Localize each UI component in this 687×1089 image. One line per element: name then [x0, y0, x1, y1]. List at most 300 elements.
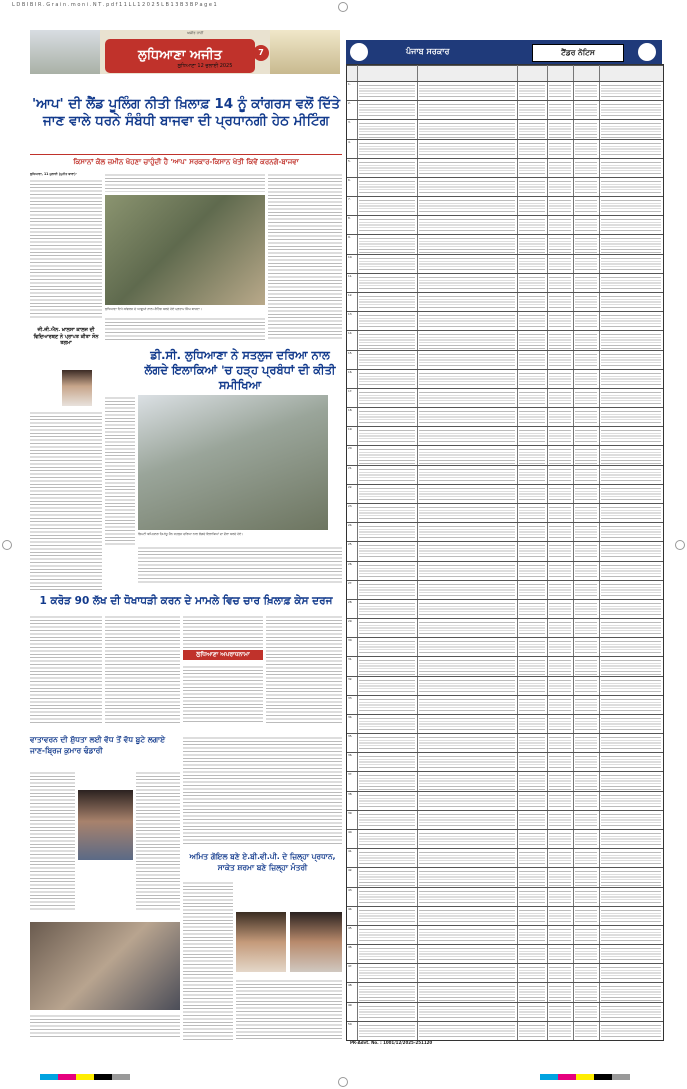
tender-cell [519, 217, 545, 233]
tender-row [347, 330, 663, 350]
tender-row-number: 24. [348, 524, 353, 528]
tender-cell [601, 563, 661, 579]
tender-cell [419, 908, 515, 924]
tender-cell [419, 332, 515, 348]
tender-cell [419, 831, 515, 847]
tender-cell [549, 409, 571, 425]
story3-body-col2 [105, 614, 180, 724]
tender-cell [519, 601, 545, 617]
tender-cell [419, 735, 515, 751]
tender-row-number: 26. [348, 562, 353, 566]
tender-cell [575, 678, 597, 694]
tender-row-number: 1. [348, 83, 351, 86]
tender-cell [419, 236, 515, 252]
tender-cell [519, 102, 545, 118]
tender-row-number: 34. [348, 715, 353, 719]
tender-cell [519, 83, 545, 99]
tender-row-number: 39. [348, 811, 353, 815]
tender-cell [601, 332, 661, 348]
story1-photo-caption: ਲੁਧਿਆਣਾ ਵਿਖੇ ਕਾਂਗਰਸ ਦੇ ਆਗੂਆਂ ਨਾਲ ਮੀਟਿੰਗ ਕਰਦੇ ਹੋਏ ਪ੍ਰਤਾਪ ਸਿੰਘ ਬਾਜਵਾ। [105, 307, 202, 311]
tender-cell [519, 294, 545, 310]
tender-cell [575, 256, 597, 272]
tender-cell [419, 658, 515, 674]
tender-cell [419, 467, 515, 483]
tender-row-number: 42. [348, 869, 353, 873]
tender-cell [549, 946, 571, 962]
tender-cell [575, 371, 597, 387]
tender-cell [359, 543, 415, 559]
tender-row [347, 982, 663, 1002]
tender-cell [359, 236, 415, 252]
tender-cell [601, 352, 661, 368]
tender-cell [419, 102, 515, 118]
tender-cell [419, 543, 515, 559]
tender-cell [601, 716, 661, 732]
tender-row-number: 25. [348, 543, 353, 547]
tender-cell [575, 850, 597, 866]
tender-cell [549, 275, 571, 291]
tender-cell [519, 754, 545, 770]
tender-row-number: 14. [348, 332, 353, 336]
story1-photo [105, 195, 265, 305]
tender-row [347, 465, 663, 485]
tender-cell [575, 543, 597, 559]
tender-title: ਟੈਂਡਰ ਨੋਟਿਸ [561, 48, 595, 57]
tender-row [347, 867, 663, 887]
story3-body-col3 [183, 614, 263, 648]
tender-cell [575, 428, 597, 444]
tender-cell [359, 160, 415, 176]
tender-row [347, 81, 663, 101]
tender-cell [359, 467, 415, 483]
tender-cell [549, 505, 571, 521]
tender-cell [419, 1004, 515, 1020]
tender-cell [549, 735, 571, 751]
tender-cell [359, 697, 415, 713]
tender-row-number: 5. [348, 159, 351, 163]
tender-cell [419, 601, 515, 617]
tender-cell [575, 352, 597, 368]
registration-mark-icon [675, 540, 685, 550]
tender-cell [575, 735, 597, 751]
tender-cell [601, 773, 661, 789]
tender-row [347, 887, 663, 907]
tender-row-number: 8. [348, 217, 351, 221]
tender-cell [549, 831, 571, 847]
tender-cell [359, 217, 415, 233]
tender-cell [601, 831, 661, 847]
tender-cell [575, 563, 597, 579]
story5-photo-1 [236, 912, 286, 972]
tender-cell [549, 313, 571, 329]
column-middle [183, 735, 342, 845]
tender-row [347, 752, 663, 772]
tender-cell [359, 294, 415, 310]
tender-cell [419, 83, 515, 99]
story4-body-right [136, 770, 180, 910]
tender-row [347, 311, 663, 331]
tender-cell [549, 620, 571, 636]
tender-cell [601, 678, 661, 694]
tender-row [347, 254, 663, 274]
tender-cell [549, 179, 571, 195]
tender-cell [601, 735, 661, 751]
tender-cell [419, 313, 515, 329]
tender-cell [601, 102, 661, 118]
story5-body-bottom [236, 978, 342, 1040]
story3-headline: 1 ਕਰੋੜ 90 ਲੱਖ ਦੀ ਧੋਖਾਧੜੀ ਕਰਨ ਦੇ ਮਾਮਲੇ ਵਿਚ ਚਾਰ ਖ਼ਿਲਾਫ਼ ਕੇਸ ਦਰਜ [39, 595, 333, 607]
tender-cell [601, 390, 661, 406]
tender-cell [601, 927, 661, 943]
tender-cell [575, 524, 597, 540]
tender-cell [519, 620, 545, 636]
registration-mark-icon [338, 1077, 348, 1087]
tender-cell [601, 505, 661, 521]
tender-row [347, 656, 663, 676]
tender-cell [601, 869, 661, 885]
tender-cell [549, 352, 571, 368]
tender-row [347, 637, 663, 657]
tender-row [347, 426, 663, 446]
tender-cell [419, 505, 515, 521]
tender-cell [549, 390, 571, 406]
tender-cell [549, 486, 571, 502]
tender-cell [575, 620, 597, 636]
tender-cell [549, 160, 571, 176]
tender-cell [359, 1004, 415, 1020]
tender-cell [519, 946, 545, 962]
tender-cell [575, 697, 597, 713]
tender-cell [601, 141, 661, 157]
tender-cell [519, 160, 545, 176]
tender-cell [575, 639, 597, 655]
tender-cell [575, 908, 597, 924]
tender-row-number: 44. [348, 907, 353, 911]
tender-cell [575, 793, 597, 809]
tender-cell [575, 294, 597, 310]
govt-name: ਪੰਜਾਬ ਸਰਕਾਰ [406, 47, 450, 56]
tender-cell [359, 121, 415, 137]
seal-icon [638, 43, 656, 61]
tender-row [347, 1002, 663, 1022]
tender-cell [419, 1023, 515, 1039]
tender-cell [419, 850, 515, 866]
tender-cell [549, 141, 571, 157]
tender-row [347, 177, 663, 197]
tender-cell [519, 390, 545, 406]
tender-row [347, 1021, 663, 1041]
tender-row-number: 12. [348, 293, 353, 297]
story1-body-col3 [268, 172, 342, 340]
story5-photo-2 [290, 912, 342, 972]
punjab-emblem-icon [350, 43, 368, 61]
tender-cell [549, 869, 571, 885]
tender-row-number: 41. [348, 850, 353, 854]
tender-cell [359, 179, 415, 195]
tender-cell [419, 697, 515, 713]
masthead-tagline: ਅਜੀਤ ਰਾਹੀਂ [186, 31, 204, 35]
story4-photo [30, 922, 180, 1010]
tender-cell [359, 447, 415, 463]
tender-cell [549, 447, 571, 463]
tender-cell [519, 812, 545, 828]
tender-cell [601, 447, 661, 463]
tender-row-number: 36. [348, 754, 353, 758]
tender-row [347, 215, 663, 235]
tender-cell [601, 639, 661, 655]
story2-headline: ਡੀ.ਸੀ. ਲੁਧਿਆਣਾ ਨੇ ਸਤਲੁਜ ਦਰਿਆ ਨਾਲ ਲੱਗਦੇ ਇਲਾਕਿਆਂ 'ਚ ਹੜ੍ਹ ਪ੍ਰਬੰਧਾਂ ਦੀ ਕੀਤੀ ਸਮੀਖਿਆ [144, 348, 336, 392]
tender-cell [359, 927, 415, 943]
tender-row [347, 733, 663, 753]
tender-cell [359, 678, 415, 694]
story2-body-left [30, 410, 102, 590]
tender-cell [419, 275, 515, 291]
tender-row [347, 158, 663, 178]
tender-cell [549, 601, 571, 617]
tender-cell [549, 102, 571, 118]
tender-cell [419, 179, 515, 195]
tender-row-number: 21. [348, 466, 353, 470]
tender-cell [601, 620, 661, 636]
tender-cell [519, 409, 545, 425]
tender-cell [419, 869, 515, 885]
tender-cell [575, 965, 597, 981]
tender-row-number: 29. [348, 620, 353, 624]
tender-cell [575, 582, 597, 598]
tender-row-number: 32. [348, 677, 353, 681]
tender-row-number: 17. [348, 389, 353, 393]
tender-cell [575, 390, 597, 406]
tender-cell [601, 543, 661, 559]
tender-cell [359, 313, 415, 329]
tender-cell [601, 658, 661, 674]
print-slug: L D B I B I R . G r a i n . m o n i . N T . p d f 1 1 L L 1 2 0 2 5 L B 1 3 B 3 B P a g e 1 [12, 2, 217, 8]
story3-body-col3b [183, 664, 263, 724]
tender-cell [549, 850, 571, 866]
tender-cell [419, 563, 515, 579]
tender-cell [549, 697, 571, 713]
tender-cell [575, 275, 597, 291]
tender-row [347, 944, 663, 964]
tender-cell [549, 83, 571, 99]
tender-cell [549, 467, 571, 483]
tender-cell [549, 371, 571, 387]
tender-cell [419, 620, 515, 636]
tender-cell [549, 678, 571, 694]
masthead-date: ਲੁਧਿਆਣਾ 12 ਜੁਲਾਈ 2025 [177, 63, 233, 69]
tender-row-number: 16. [348, 370, 353, 374]
tender-cell [359, 352, 415, 368]
tender-cell [519, 965, 545, 981]
tender-cell [519, 889, 545, 905]
tender-cell [359, 812, 415, 828]
tender-cell [519, 1023, 545, 1039]
tender-row-number: 15. [348, 351, 353, 355]
tender-cell [601, 179, 661, 195]
tender-row-number: 37. [348, 773, 353, 777]
tender-cell [519, 908, 545, 924]
tender-row [347, 369, 663, 389]
tender-cell [519, 236, 545, 252]
masthead-brand: ਲੁਧਿਆਣਾ ਅਜੀਤ [105, 39, 255, 73]
tender-cell [575, 236, 597, 252]
tender-cell [359, 505, 415, 521]
tender-cell [519, 198, 545, 214]
tender-cell [549, 984, 571, 1000]
tender-cell [549, 639, 571, 655]
tender-row [347, 580, 663, 600]
tender-title-box [532, 44, 624, 62]
tender-cell [601, 1023, 661, 1039]
tender-cell [419, 754, 515, 770]
tender-cell [601, 275, 661, 291]
tender-cell [419, 927, 515, 943]
tender-cell [575, 773, 597, 789]
tender-cell [575, 946, 597, 962]
tender-row-number: 22. [348, 485, 353, 489]
tender-cell [575, 83, 597, 99]
tender-row-number: 30. [348, 639, 353, 643]
tender-cell [601, 812, 661, 828]
tender-row [347, 676, 663, 696]
tender-cell [601, 313, 661, 329]
tender-cell [575, 447, 597, 463]
tender-cell [419, 716, 515, 732]
tender-cell [519, 658, 545, 674]
story2-body-bottom [138, 545, 342, 585]
tender-cell [575, 179, 597, 195]
tender-cell [519, 505, 545, 521]
tender-row [347, 695, 663, 715]
tender-cell [519, 447, 545, 463]
tender-cell [549, 582, 571, 598]
tender-cell [601, 1004, 661, 1020]
tender-cell [549, 793, 571, 809]
tender-cell [575, 869, 597, 885]
tender-cell [601, 83, 661, 99]
tender-cell [359, 582, 415, 598]
tender-row [347, 599, 663, 619]
tender-cell [419, 965, 515, 981]
tender-cell [549, 716, 571, 732]
tender-cell [519, 121, 545, 137]
tender-row-number: 2. [348, 102, 351, 106]
tender-cell [575, 984, 597, 1000]
tender-row [347, 561, 663, 581]
tender-cell [575, 141, 597, 157]
tender-cell [359, 371, 415, 387]
tender-cell [519, 543, 545, 559]
tender-cell [519, 332, 545, 348]
tender-cell [519, 371, 545, 387]
tender-cell [419, 390, 515, 406]
story4-body [30, 770, 75, 910]
tender-cell [419, 294, 515, 310]
tender-cell [359, 486, 415, 502]
tender-cell [549, 121, 571, 137]
tender-row [347, 388, 663, 408]
color-registration-bar [540, 1074, 630, 1080]
tender-row [347, 848, 663, 868]
tender-cell [519, 352, 545, 368]
tender-cell [419, 371, 515, 387]
tender-cell [549, 754, 571, 770]
tender-cell [575, 198, 597, 214]
tender-row-number: 28. [348, 600, 353, 604]
tender-row-number: 33. [348, 696, 353, 700]
tender-cell [419, 639, 515, 655]
tender-cell [601, 582, 661, 598]
tender-cell [601, 294, 661, 310]
tender-cell [601, 217, 661, 233]
tender-cell [549, 927, 571, 943]
tender-cell [601, 256, 661, 272]
tender-row-number: 47. [348, 965, 353, 969]
tender-cell [359, 198, 415, 214]
tender-cell [419, 524, 515, 540]
tender-row-number: 11. [348, 274, 353, 278]
crime-section-badge: ਲੁਧਿਆਣਾ ਅਪਰਾਧਨਾਮਾ [183, 650, 263, 660]
tender-cell [519, 179, 545, 195]
tender-row [347, 810, 663, 830]
tender-row [347, 100, 663, 120]
tender-cell [549, 428, 571, 444]
tender-cell [575, 889, 597, 905]
tender-row-number: 4. [348, 140, 351, 144]
tender-cell [601, 908, 661, 924]
tender-cell [519, 313, 545, 329]
tender-cell [359, 965, 415, 981]
tender-cell [359, 754, 415, 770]
tender-cell [519, 793, 545, 809]
tender-cell [359, 102, 415, 118]
tender-cell [601, 965, 661, 981]
tender-cell [519, 467, 545, 483]
color-registration-bar [40, 1074, 130, 1080]
tender-cell [519, 639, 545, 655]
tender-cell [575, 332, 597, 348]
story1-subhead: ਕਿਸਾਨਾਂ ਕੋਲ ਜ਼ਮੀਨ ਖੋਹਣਾ ਚਾਹੁੰਦੀ ਹੈ 'ਆਪ' ਸਰਕਾਰ-ਕਿਸਾਨ ਖੇਤੀ ਕਿਵੇਂ ਕਰਨਗੇ-ਬਾਜਵਾ [73, 158, 299, 166]
tender-cell [601, 601, 661, 617]
tender-cell [549, 236, 571, 252]
divider [30, 154, 342, 155]
tender-cell [419, 773, 515, 789]
tender-cell [575, 160, 597, 176]
tender-row [347, 350, 663, 370]
tender-cell [419, 582, 515, 598]
tender-row [347, 925, 663, 945]
tender-cell [519, 850, 545, 866]
tender-cell [359, 639, 415, 655]
tender-cell [359, 850, 415, 866]
page-number: 7 [253, 45, 269, 61]
story3-body-col1 [30, 614, 102, 724]
tender-cell [359, 793, 415, 809]
tender-row-number: 45. [348, 926, 353, 930]
tender-cell [359, 1023, 415, 1039]
tender-cell [601, 236, 661, 252]
tender-cell [519, 141, 545, 157]
tender-cell [419, 217, 515, 233]
tender-cell [575, 505, 597, 521]
tender-cell [419, 678, 515, 694]
tender-cell [359, 332, 415, 348]
tender-cell [419, 946, 515, 962]
tender-cell [419, 793, 515, 809]
tender-row [347, 791, 663, 811]
tender-footer-note: PR-Advt. No. : 1001/12/2025-251120 [350, 1040, 433, 1045]
tender-cell [419, 812, 515, 828]
